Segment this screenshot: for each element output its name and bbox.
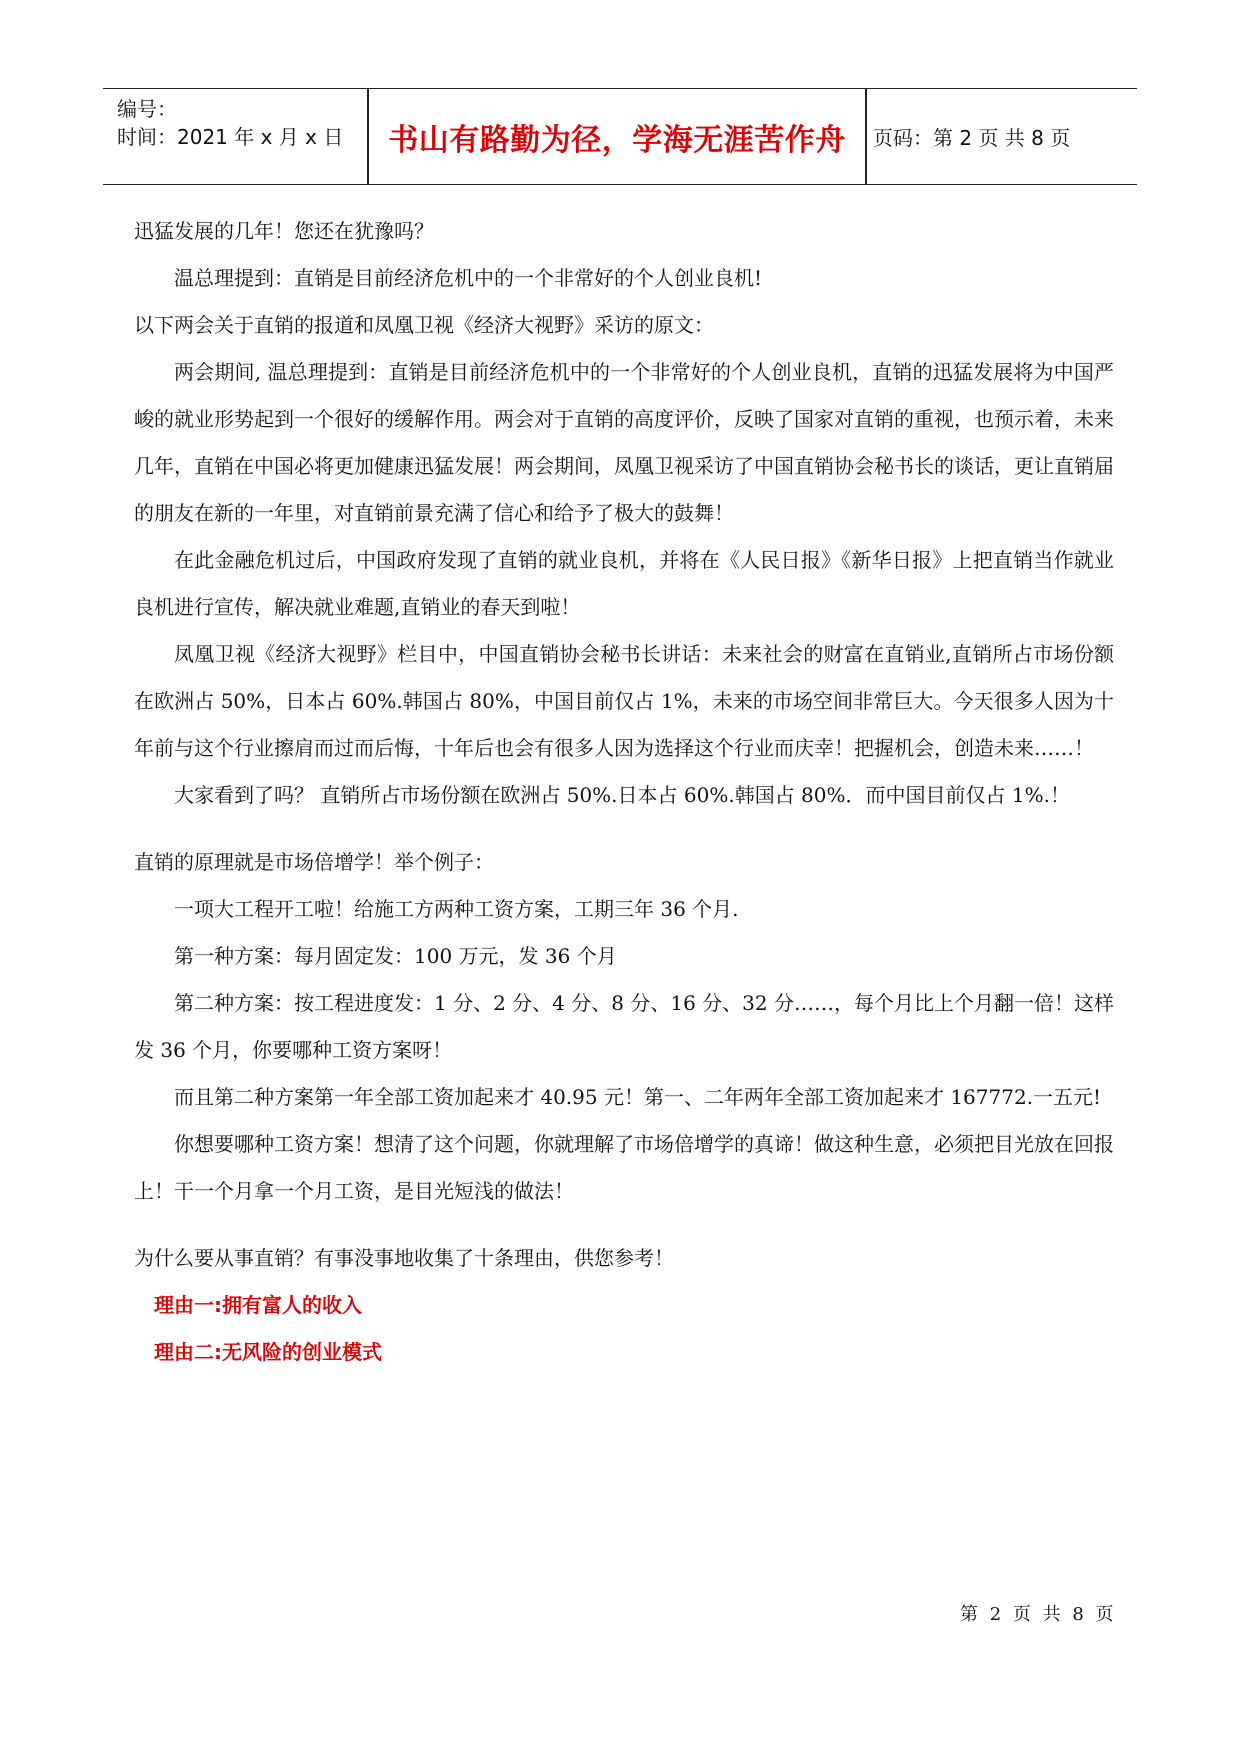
reason-heading: 理由二:无风险的创业模式 (154, 1340, 382, 1364)
paragraph: 以下两会关于直销的报道和凤凰卫视《经济大视野》采访的原文： (134, 313, 714, 337)
header-divider (865, 89, 867, 184)
paragraph: 大家看到了吗？ 直销所占市场份额在欧洲占 50%.日本占 60%.韩国占 80%．而中国目前仅占 1%.！ (174, 783, 1070, 807)
paragraph: 凤凰卫视《经济大视野》栏目中，中国直销协会秘书长讲话：未来社会的财富在直销业,直销所占市场份额在欧洲占 50%，日本占 60%.韩国占 80%，中国目前仅占 1%，未来的市场空间非常巨大。今天很多人因为十年前与这个行业擦肩而过而后悔，十年后也会有很多人因为选择这个行业而庆幸！把握机会，创造未来……！ (134, 642, 1114, 760)
reason-heading: 理由一:拥有富人的收入 (154, 1293, 362, 1317)
paragraph: 温总理提到：直销是目前经济危机中的一个非常好的个人创业良机! (174, 266, 763, 290)
paragraph: 一项大工程开工啦！给施工方两种工资方案，工期三年 36 个月. (174, 897, 739, 921)
header-motto: 书山有路勤为径，学海无涯苦作舟 (388, 122, 846, 158)
document-number-label: 编号： (117, 97, 177, 121)
header-page-number: 页码：第 2 页 共 8 页 (873, 126, 1071, 150)
page-header (103, 88, 1137, 185)
paragraph: 第二种方案：按工程进度发：1 分、2 分、4 分、8 分、16 分、32 分……，每个月比上个月翻一倍！这样发 36 个月，你要哪种工资方案呀！ (134, 991, 1114, 1062)
paragraph: 在此金融危机过后，中国政府发现了直销的就业良机，并将在《人民日报》《新华日报》上把直销当作就业良机进行宣传，解决就业难题,直销业的春天到啦！ (134, 548, 1114, 619)
page-footer: 第 2 页 共 8 页 (960, 1604, 1114, 1625)
document-time-label: 时间：2021 年 x 月 x 日 (117, 125, 344, 149)
paragraph: 迅猛发展的几年！您还在犹豫吗？ (134, 219, 434, 243)
paragraph: 第一种方案：每月固定发：100 万元，发 36 个月 (174, 944, 617, 968)
document-body (134, 208, 1114, 1376)
paragraph: 两会期间, 温总理提到：直销是目前经济危机中的一个非常好的个人创业良机，直销的迅猛发展将为中国严峻的就业形势起到一个很好的缓解作用。两会对于直销的高度评价，反映了国家对直销的重视，也预示着，未来几年，直销在中国必将更加健康迅猛发展！两会期间，凤凰卫视采访了中国直销协会秘书长的谈话，更让直销届的朋友在新的一年里，对直销前景充满了信心和给予了极大的鼓舞！ (134, 360, 1114, 525)
paragraph: 你想要哪种工资方案！想清了这个问题，你就理解了市场倍增学的真谛！做这种生意，必须把目光放在回报上！干一个月拿一个月工资，是目光短浅的做法！ (134, 1132, 1114, 1203)
spacer (134, 1215, 1114, 1235)
paragraph: 为什么要从事直销？有事没事地收集了十条理由，供您参考！ (134, 1246, 674, 1270)
header-meta (117, 95, 357, 151)
paragraph: 而且第二种方案第一年全部工资加起来才 40.95 元！第一、二年两年全部工资加起来才 167772.一五元! (174, 1085, 1102, 1109)
paragraph: 直销的原理就是市场倍增学！举个例子： (134, 850, 494, 874)
spacer (134, 819, 1114, 839)
